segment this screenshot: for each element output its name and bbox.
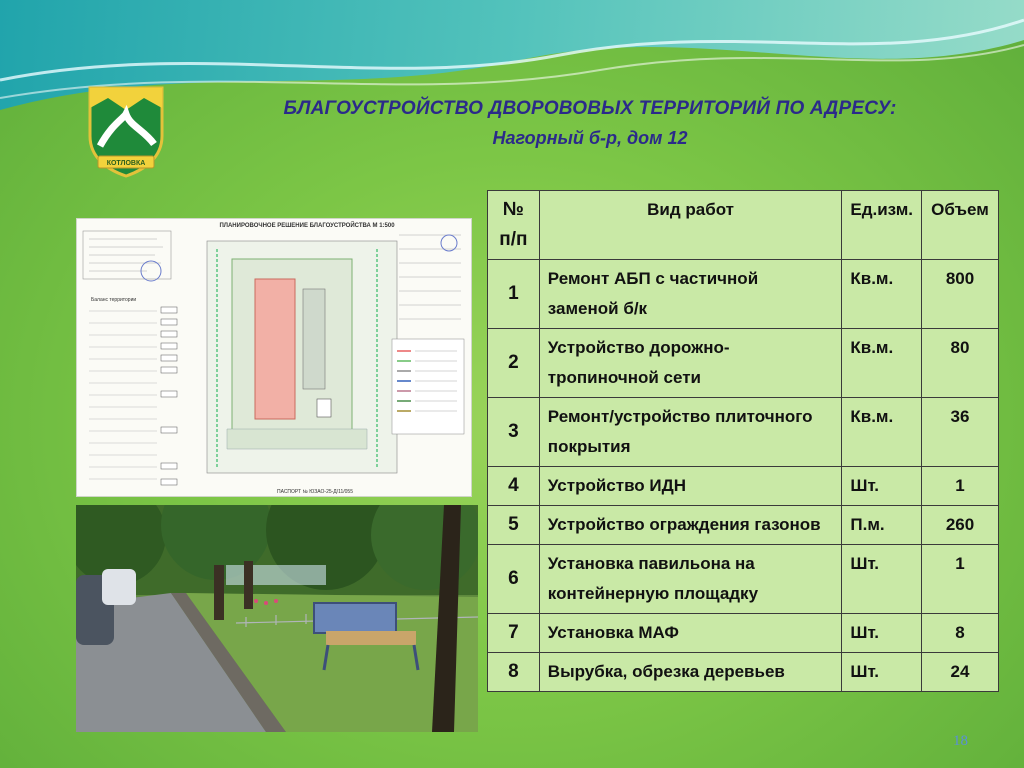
row-volume: 260 xyxy=(922,506,999,545)
row-unit: Кв.м. xyxy=(842,329,922,398)
table-row xyxy=(488,467,999,506)
row-unit: П.м. xyxy=(842,506,922,545)
header-num: № п/п xyxy=(488,191,540,260)
table-row xyxy=(488,545,999,614)
row-unit: Шт. xyxy=(842,614,922,653)
row-unit: Кв.м. xyxy=(842,260,922,329)
table-row xyxy=(488,614,999,653)
plan-balance-heading: Баланс территории xyxy=(91,297,137,303)
row-work: Установка МАФ xyxy=(539,614,842,653)
row-work: Вырубка, обрезка деревьев xyxy=(539,653,842,692)
row-unit: Кв.м. xyxy=(842,398,922,467)
row-num: 5 xyxy=(488,506,540,545)
row-unit: Шт. xyxy=(842,467,922,506)
table-row xyxy=(488,506,999,545)
site-plan-drawing xyxy=(76,218,472,497)
table-row xyxy=(488,398,999,467)
row-unit: Шт. xyxy=(842,653,922,692)
row-num: 2 xyxy=(488,329,540,398)
row-work: Устройство ограждения газонов xyxy=(539,506,842,545)
title-address: Нагорный б-р, дом 12 xyxy=(492,128,688,148)
emblem-ribbon-text: КОТЛОВКА xyxy=(106,160,146,167)
table-header-row xyxy=(488,191,999,260)
table-row xyxy=(488,329,999,398)
header-volume: Объем xyxy=(922,191,999,260)
yard-photo xyxy=(76,505,478,732)
yard-photo-graphic xyxy=(76,505,478,732)
row-work: Ремонт/устройство плиточного покрытия xyxy=(539,398,842,467)
plan-heading: ПЛАНИРОВОЧНОЕ РЕШЕНИЕ БЛАГОУСТРОЙСТВА М 1:500 xyxy=(219,223,395,229)
plan-graphic xyxy=(77,219,471,496)
row-num: 8 xyxy=(488,653,540,692)
page-title xyxy=(230,98,950,149)
row-volume: 80 xyxy=(922,329,999,398)
title-line-1: БЛАГОУСТРОЙСТВО ДВОРОВОВЫХ ТЕРРИТОРИЙ ПО АДРЕСУ: xyxy=(283,98,897,119)
header-work: Вид работ xyxy=(539,191,842,260)
row-num: 1 xyxy=(488,260,540,329)
works-table xyxy=(487,190,999,692)
row-volume: 36 xyxy=(922,398,999,467)
kotlovka-emblem xyxy=(84,84,168,180)
table-row xyxy=(488,653,999,692)
row-volume: 800 xyxy=(922,260,999,329)
table-row xyxy=(488,260,999,329)
slide-number: 18 xyxy=(953,733,968,749)
plan-passport: ПАСПОРТ № ЮЗАО-25-Д/11/055 xyxy=(277,489,353,495)
row-work: Устройство дорожно-тропиночной сети xyxy=(539,329,842,398)
row-volume: 1 xyxy=(922,545,999,614)
header-unit: Ед.изм. xyxy=(842,191,922,260)
row-volume: 8 xyxy=(922,614,999,653)
row-num: 6 xyxy=(488,545,540,614)
row-work: Устройство ИДН xyxy=(539,467,842,506)
row-num: 4 xyxy=(488,467,540,506)
row-volume: 1 xyxy=(922,467,999,506)
row-volume: 24 xyxy=(922,653,999,692)
row-work: Ремонт АБП с частичной заменой б/к xyxy=(539,260,842,329)
row-num: 7 xyxy=(488,614,540,653)
row-unit: Шт. xyxy=(842,545,922,614)
row-work: Установка павильона на контейнерную площадку xyxy=(539,545,842,614)
row-num: 3 xyxy=(488,398,540,467)
